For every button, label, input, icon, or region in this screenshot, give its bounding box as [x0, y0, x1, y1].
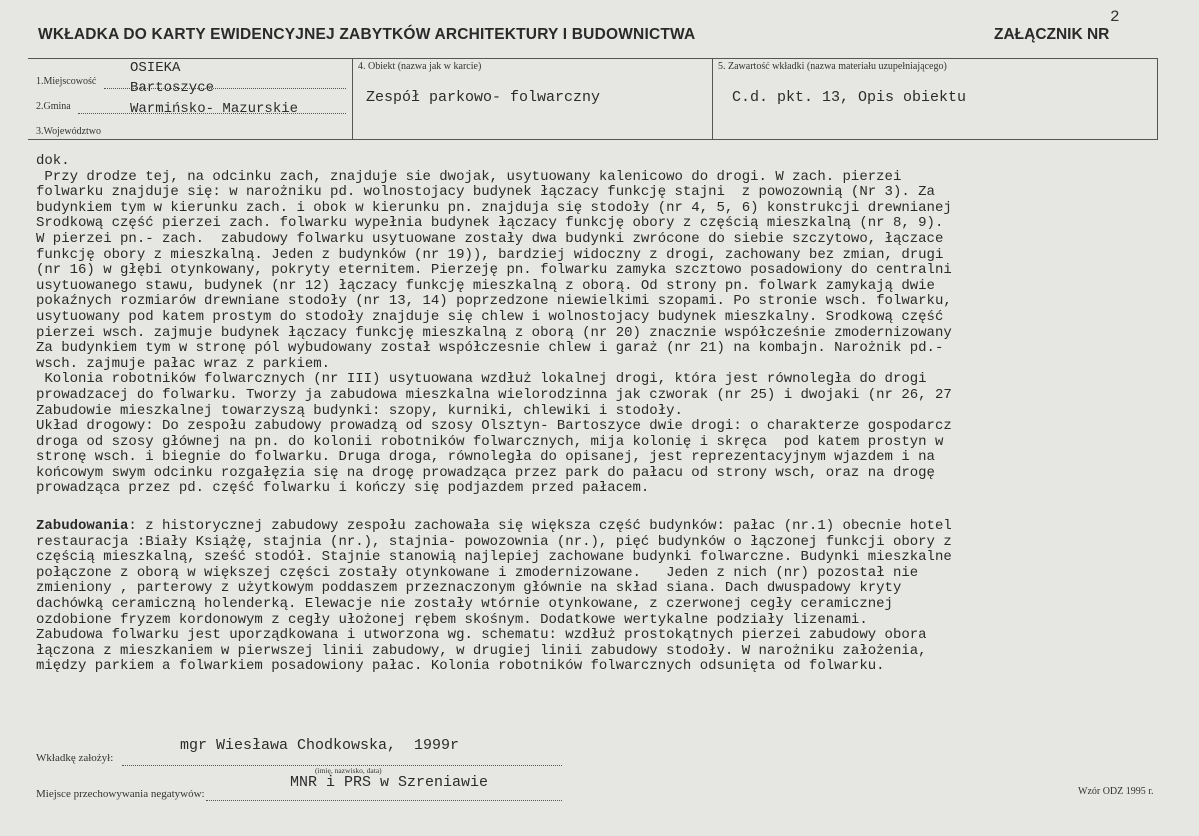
section-first-text: : z historycznej zabudowy zespołu zachowała się większa część budynków: pałac (nr.1) obecnie hotel — [128, 519, 952, 535]
text-line: ozdobione fryzem kordonowym z cegły ułożonej rębem skośnym. Dodatkowe wertykalne podziały lizenami. — [36, 612, 868, 628]
text-line: Układ drogowy: Do zespołu zabudowy prowadzą od szosy Olsztyn- Bartoszyce dwie drogi: o charakterze gospodarcz — [36, 419, 952, 435]
text-line: W pierzei pn.- zach. zabudowy folwarku usytuowane zostały dwa budynki zwrócone do siebie szczytowo, łączace — [36, 231, 944, 247]
text-line: pokaźnych rozmiarów drewniane stodoły (nr 13, 14) poprzedzone niewielkimi szopami. Po stronie wsch. folwarku, — [36, 294, 952, 310]
text-line: droga od szosy głównej na pn. do kolonii robotników folwarcznych, mija kolonię i skręca pod katem prostyn w — [36, 434, 944, 450]
object-value: Zespół parkowo- folwarczny — [366, 89, 601, 106]
text-line: dachówką ceramiczną holenderką. Elewacje nie zostały wtórnie otynkowane, z czerwonej cegły ceramicznej — [36, 597, 893, 613]
text-line: częścią mieszkalną, sześć stodół. Stajnie stanowią najlepiej zachowane budynki folwarczne. Budynki mieszkalne — [36, 550, 952, 566]
text-line: restauracja :Biały Książę, stajnia (nr.), stajnia- powozownia (nr.), pięć budynków o łączonej funkcji obory z — [36, 534, 952, 550]
page-number: 2 — [1110, 8, 1120, 26]
form-code: Wzór ODZ 1995 r. — [1078, 786, 1154, 797]
text-line: wsch. zajmuje pałac wraz z parkiem. — [36, 356, 331, 372]
text-line: folwarku znajduje się: w narożniku pd. wolnostojacy budynek łączacy funkcję stajni z powozownią (Nr 3). Za — [36, 185, 935, 201]
content-value: C.d. pkt. 13, Opis obiektu — [732, 89, 967, 106]
header-right-border — [1157, 58, 1158, 139]
text-line: między parkiem a folwarkiem posadowiony pałac. Kolonia robotników folwarcznych odsunięta od folwarku. — [36, 659, 885, 675]
paragraph-gap — [36, 497, 1194, 519]
author-value: mgr Wiesława Chodkowska, 1999r — [180, 737, 460, 754]
commune-value: Warmińsko- Mazurskie — [130, 101, 299, 117]
description-text — [36, 154, 1194, 675]
section-first-line — [36, 519, 1194, 535]
text-line: Srodkową część pierzei zach. folwarku wypełnia budynek łączacy funkcję obory z częścią mieszkalną (nr 8, 9). — [36, 216, 944, 232]
locality-value: OSIEKA — [130, 60, 181, 76]
text-line: usytuowany pod katem prostym do stodoły znajduje się chlew i wolnostojacy budynek mieszkalny. Środkową część — [36, 309, 944, 325]
object-label: 4. Obiekt (nazwa jak w karcie) — [358, 61, 482, 72]
locality-label: 1.Miejscowość — [36, 76, 97, 87]
text-line: Zabudowa folwarku jest uporządkowana i utworzona wg. schematu: wzdłuż prostokątnych pierzei zabudowy obora — [36, 628, 927, 644]
text-line: Za budynkiem tym w stronę pól wybudowany został współczesnie chlew i garaż (nr 21) na kombajn. Narożnik pd.- — [36, 341, 944, 357]
storage-value: MNR i PRS w Szreniawie — [290, 774, 489, 791]
text-line: zmieniony , parterowy z użytkowym poddaszem przeznaczonym głównie na skład siana. Dach dwuspadowy kryty — [36, 581, 902, 597]
text-line: stronę wsch. i biegnie do folwarku. Druga droga, równoległa do opisanej, jest reprezentacyjnym wjazdem i na — [36, 450, 935, 466]
author-label: Wkładkę założył: — [36, 752, 114, 764]
text-line: końcowym swym odcinku rozgałęzia się na drogę prowadząca przez park do pałacu od strony wsch, oraz na drogę — [36, 465, 935, 481]
header-bottom-border — [28, 139, 1158, 140]
header-divider-2 — [712, 58, 713, 139]
text-line: pierzei wsch. zajmuje budynek łączacy funkcję mieszkalną z oborą (nr 20) znacznie współcześnie zmodernizowany — [36, 325, 952, 341]
content-label: 5. Zawartość wkładki (nazwa materiału uzupełniającego) — [718, 61, 947, 72]
commune-label: 2.Gmina — [36, 101, 71, 112]
text-line: (nr 16) w głębi otynkowany, pokryty eternitem. Pierzeję pn. folwarku zamyka szcztowo posadowiony do centralni — [36, 263, 952, 279]
text-line: usytuowanego stawu, budynek (nr 12) łączacy funkcję mieszkalną z oborą. Od strony pn. folwark zamykają dwie — [36, 278, 935, 294]
text-line: funkcję obory z mieszkalną. Jeden z budynków (nr 19)), bardziej widoczny z drogi, zachowany bez zmian, drugi — [36, 247, 944, 263]
card-title: WKŁADKA DO KARTY EWIDENCYJNEJ ZABYTKÓW ARCHITEKTURY I BUDOWNICTWA — [38, 26, 696, 43]
attachment-label: ZAŁĄCZNIK NR — [994, 26, 1110, 43]
storage-line — [206, 800, 562, 801]
text-line: połączone z oborą w większej części zostały otynkowane i zmodernizowane. Jeden z nich (nr) pozostał nie — [36, 565, 919, 581]
text-line: Kolonia robotników folwarcznych (nr III) usytuowana wzdłuż lokalnej drogi, która jest równoległa do drogi — [36, 372, 927, 388]
text-line: prowadzacej do folwarku. Tworzy ja zabudowa mieszkalna wielorodzinna jak czworak (nr 25) i dwojaki (nr 26, 27 — [36, 387, 952, 403]
text-line: prowadząca przez pd. część folwarku i kończy się podjazdem przed pałacem. — [36, 481, 650, 497]
section-heading: Zabudowania — [36, 519, 129, 535]
text-line: łączona z mieszkaniem w pierwszej linii zabudowy, w drugiej linii zabudowy stodoły. W narożniku założenia, — [36, 643, 927, 659]
header-divider-1 — [352, 58, 353, 139]
text-line: Przy drodze tej, na odcinku zach, znajduje sie dwojak, usytuowany kalenicowo do drogi. W zach. pierzei — [36, 169, 902, 185]
text-line: budynkiem tym w kierunku zach. i obok w kierunku pn. znajduja się stodoły (nr 4, 5, 6) konstrukcji drewnianej — [36, 200, 952, 216]
text-line: Zabudowie mieszkalnej towarzyszą budynki: szopy, kurniki, chlewiki i stodoły. — [36, 403, 683, 419]
locality-value-2: Bartoszyce — [130, 80, 215, 96]
author-hint: (imię, nazwisko, data) — [315, 766, 382, 775]
text-line: dok. — [36, 154, 70, 169]
storage-label: Miejsce przechowywania negatywów: — [36, 788, 205, 800]
header-top-border — [28, 58, 1158, 59]
voivodeship-label: 3.Województwo — [36, 126, 102, 137]
